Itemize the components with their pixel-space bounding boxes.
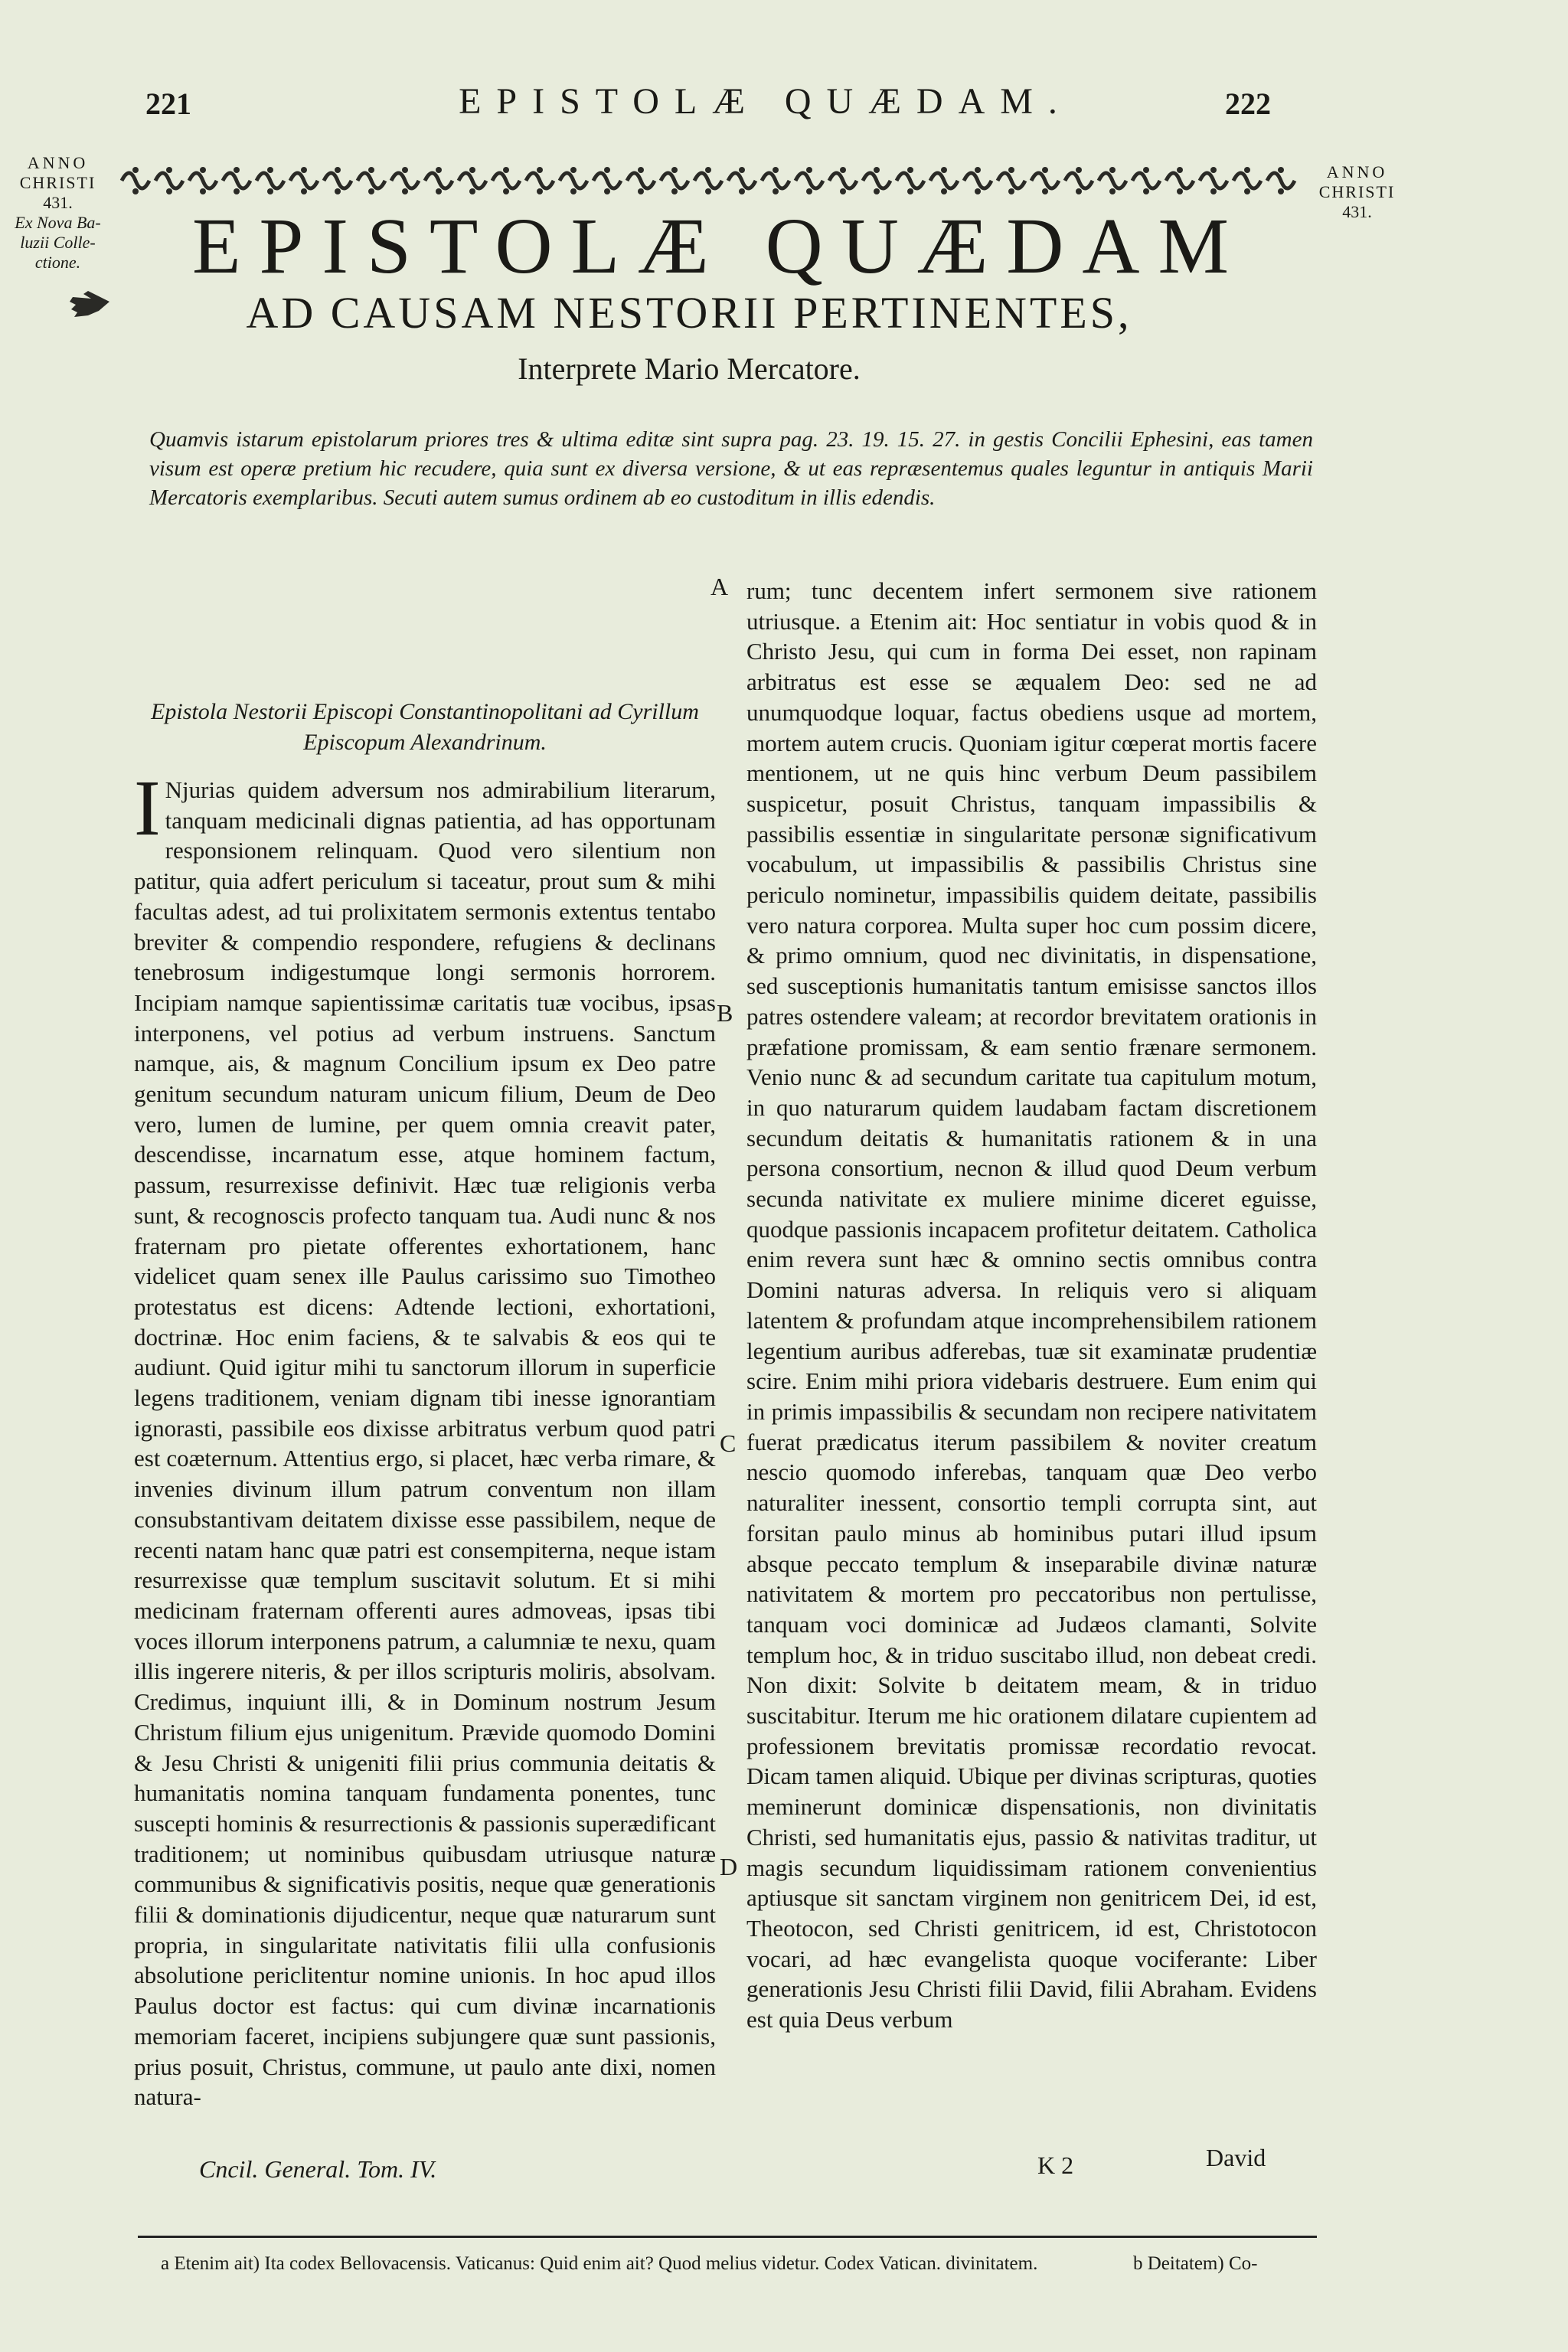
left-column-text: Njurias quidem adversum nos admirabilium literarum, tanquam medicinali dignas patientia, ad has opportunam responsionem relinquam. Quod vero silentium non patitur, quia adfert periculum si taceatur, prout sum & mihi facultas adest, ad tui prolixitatem sermonis extentus tentabo breviter & compendio respondere, refugiens & declinans tenebrosum indigestumque longi sermonis horrorem. Incipiam namque sapientissimæ caritatis tuæ vocibus, ipsas interponens, vel potius ad verbum instruens. Sanctum namque, ais, & magnum Concilium ipsum ex Deo patre genitum secundum naturam unicum filium, Deum de Deo vero, lumen de lumine, per quem omnia creavit pater, descendisse, incarnatum esse, atque hominem factum, passum, resurrexisse definivit. Hæc tuæ religionis verba sunt, & recognoscis profecto tanquam tua. Audi nunc & nos fraternam pro pietate offerentes exhortationem, hanc videlicet quam senex ille Paulus carissimo suo Timotheo protestatus est dicens: Adtende lectioni, exhortationi, doctrinæ. Hoc enim faciens, & te salvabis & eos qui te audiunt. Quid igitur mihi tu sanctorum illorum in superficie legens traditionem, veniam dignam tibi inesse ignorantiam ignorasti, passibile eos dixisse arbitratus verbum quod patri est coæternum. Attentius ergo, si placet, hæc verba rimare, & invenies divinum illum patrum conventum non illam consubstantivam deitatem dixisse esse passibilem, neque de recenti natam hanc quæ patri est consempiterna, neque istam resurrexisse quæ templum suscitavit solutum. Et si mihi medicinam fraternam offerenti aures admoveas, ipsas tibi voces illorum interponens patrum, a calumniæ te nexu, quam illis ingerere niteris, & per illos scripturis moliris, absolvam. Credimus, inquiunt illi, & in Dominum nostrum Jesum Christum filium ejus unigenitum. Prævide quomodo Domini & Jesu Christi & unigeniti filii prius communia deitatis & humanitatis nomina tanquam fundamenta ponentes, tunc suscepti hominis & resurrectionis & passionis superædificant traditionem; ut nominibus quibusdam utriusque naturæ communibus & significativis positis, neque quæ generationis filii & dominationis dijudicentur, neque quæ naturarum sunt propria, in singularitate nativitatis filii ulla confusionis absolutione periclitentur nomine unionis. In hoc apud illos Paulus doctor est factus: qui cum divinæ incarnationis memoriam faceret, incipiens subjungere quæ sunt passionis, prius posuit, Christus, commune, ut paulo ante dixi, nomen natura- [134,776,716,2111]
section-letter-d: D [720,1853,738,1880]
page-number-left: 221 [145,87,191,121]
margin-year-right: 431. [1342,202,1372,221]
interpreter-line: Interprete Mario Mercatore. [518,351,861,386]
margin-anno-left: ANNO [27,153,89,172]
drop-cap: I [134,764,161,852]
margin-source-3: ctione. [34,253,81,272]
intro-paragraph: Quamvis istarum epistolarum priores tres & ultima editæ sint supra pag. 23. 19. 15. 27. in gestis Concilii Ephesini, eas tamen visum est operæ pretium hic recudere, quia sunt ex diversa versione, & ut eas repræsentemus quales leguntur in antiquis Marii Mercatoris exemplaribus. Secuti autem sumus ordinem ab eo custoditum in illis edendis. [149,427,1313,510]
pointing-hand-icon [65,285,111,320]
subtitle: AD CAUSAM NESTORII PERTINENTES, [246,288,1132,338]
catchword: David [1206,2144,1266,2171]
margin-anno-right: ANNO [1326,162,1388,181]
right-margin-note [1305,162,1409,222]
section-letter-c: C [720,1429,737,1457]
running-title: EPISTOLÆ QUÆDAM. [459,81,1073,122]
footnote-a: a Etenim ait) Ita codex Bellovacensis. Vaticanus: Quid enim ait? Quod melius videtur. Codex Vatican. divinitatem. [161,2253,1038,2274]
section-letter-a: A [710,573,729,600]
margin-source-1: Ex Nova Ba- [15,213,101,232]
epistle-heading: Epistola Nestorii Episcopi Constantinopolitani ad Cyrillum Episcopum Alexandrinum. [151,699,699,755]
margin-christi-right: CHRISTI [1318,182,1396,201]
left-margin-note [6,153,109,273]
margin-christi-left: CHRISTI [19,173,96,192]
gathering-signature: K 2 [1037,2151,1074,2179]
footnote-rule [138,2236,1317,2238]
main-title: EPISTOLÆ QUÆDAM [192,202,1247,290]
signature-mark: Cncil. General. Tom. IV. [199,2155,437,2183]
right-column: rum; tunc decentem infert sermonem sive rationem utriusque. a Etenim ait: Hoc sentiatur in vobis quod & in Christo Jesu, qui cum in forma Dei esset, non rapinam arbitratus est esse se æqualem Deo: sed ne ad unumquodque loquar, factus obediens usque ad mortem, mortem autem crucis. Quoniam igitur cœperat mortis facere mentionem, ut ne quis hinc verbum Deum passibilem suspicetur, posuit Christus, tanquam impassibilis & passibilis essentiæ in singularitate personæ significativum vocabulum, ut impassibilis & passibilis Christus sine periculo nominetur, impassibilis quidem deitate, passibilis vero natura corporea. Multa super hoc cum possim dicere, & primo omnium, quod nec divinitatis, in dispensatione, sed susceptionis humanitatis tantum emisisse sanctos illos patres ostendere valeam; at recordor brevitatem orationis in præfatione promissam, & eam sentio frænare sermonem. Venio nunc & ad secundum caritate tua capitulum motum, in quo naturarum quidem laudabam factam discretionem secundum deitatis & humanitatis rationem & in una persona consortium, necnon & illud quod Deum verbum secunda nativitate ex muliere minime diceret eguisse, quodque passionis incapacem profitetur deitatem. Catholica enim revera sunt hæc & omnino sectis omnibus contra Domini naturas adversa. In reliquis vero si aliquam latentem & profundam atque incomprehensibilem rationem legentium auribus adferebas, tuæ sit examinatæ prudentiæ scire. Enim mihi priora videbaris destruere. Eum enim qui in primis impassibilis & secundam non recipere nativitatem fuerat prædicatus iterum passibilem & noviter creatum nescio quomodo inferebas, tanquam quæ Deo verbo naturaliter inessent, consortio templi corrupta sint, aut forsitan paulo minus ab hominibus putari illud ipsum absque peccato templum & inseparabile divinæ naturæ nativitatem & mortem pro peccatoribus non pertulisse, tanquam voci dominicæ ad Judæos clamanti, Solvite templum hoc, & in triduo suscitabo illud, non debeat credi. Non dixit: Solvite b deitatem meam, & in triduo suscitabitur. Iterum me hic orationem dilatare cupientem ad professionem brevitatis promissæ recordatio revocat. Dicam tamen aliquid. Ubique per divinas scripturas, quoties meminerunt dominicæ dispensationis, non divinitatis Christi, sed humanitatis ejus, passio & nativitas traditur, ut magis secundum liquidissimam rationem convenientius aptiusque sit sanctam virginem non genitricem Dei, id est, Theotocon, sed Christi genitricem, id est, Christotocon vocari, ad hæc evangelista quoque vociferante: Liber generationis Jesu Christi filii David, filii Abraham. Evidens est quia Deus verbum [746,577,1317,2034]
margin-year-left: 431. [43,193,73,212]
section-letter-b: B [717,999,733,1027]
margin-source-2: luzii Colle- [20,233,96,252]
footnote-b: b Deitatem) Co- [1133,2253,1258,2274]
left-column [134,697,716,2112]
page-number-right: 222 [1225,87,1271,121]
ornamental-band [119,162,1298,199]
left-column-body [134,764,716,2112]
